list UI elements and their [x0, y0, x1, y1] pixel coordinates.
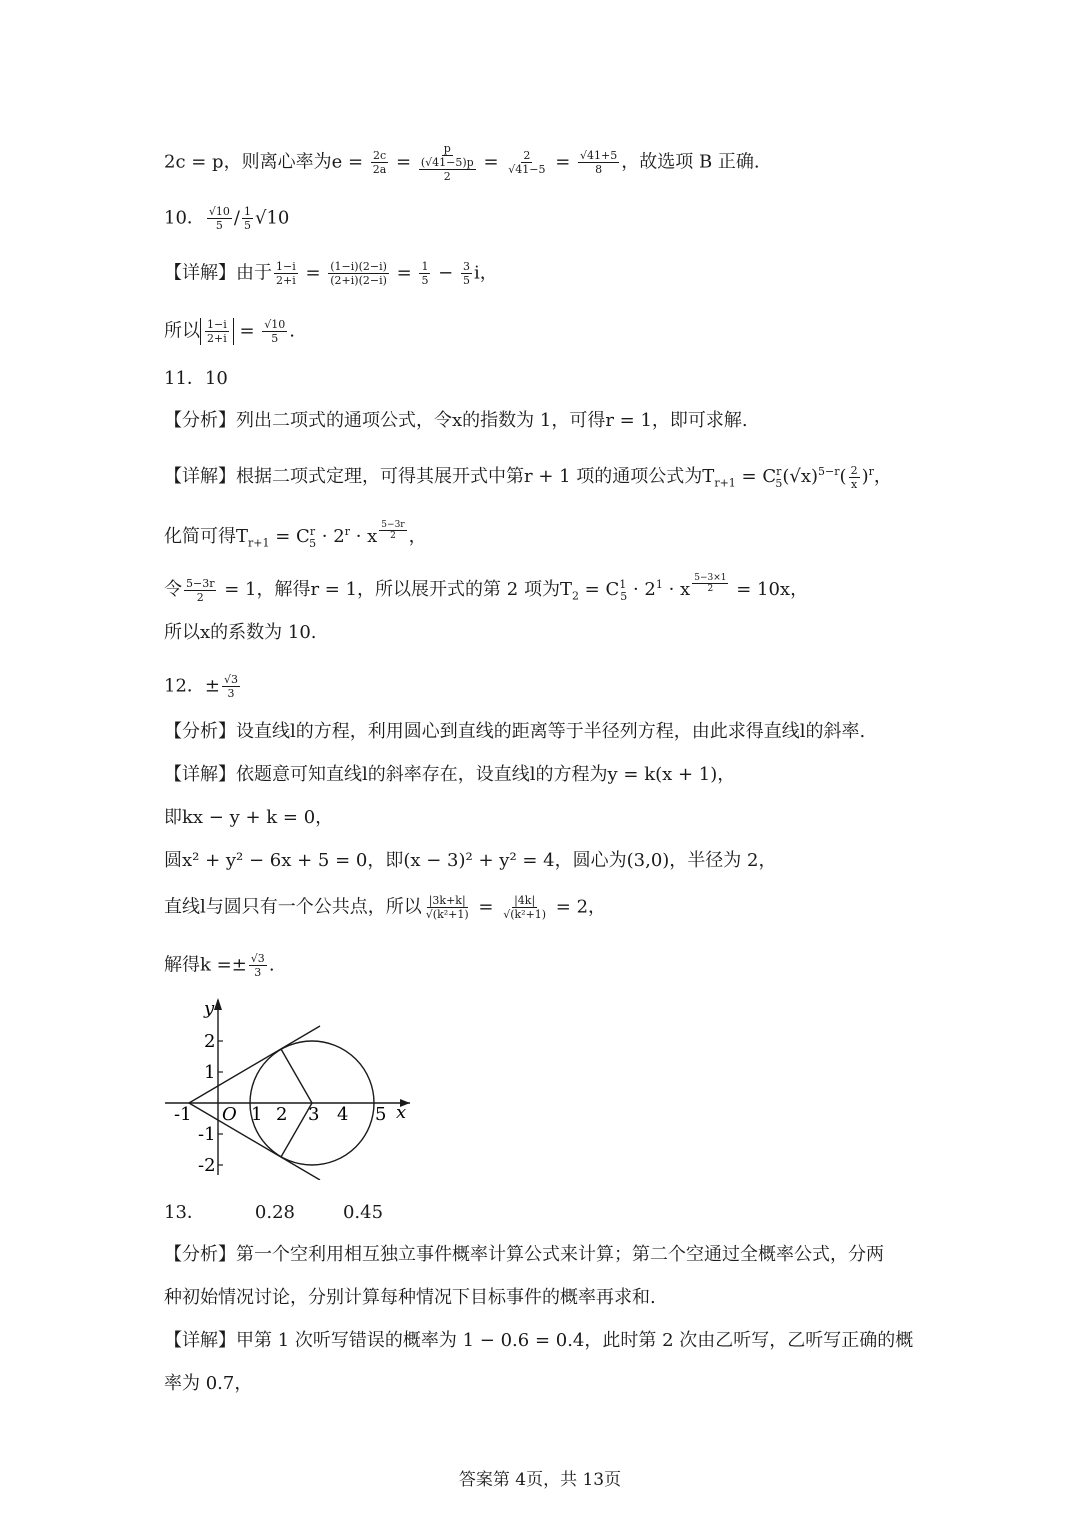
fraction: $\frac{5-3r}{2}$ — [186, 576, 215, 604]
question-11-result: 所以x的系数为 10. — [164, 622, 317, 643]
exponent-fraction: $\frac{5-3r}{2}$ — [381, 520, 405, 541]
x-tick-label: -1 — [174, 1104, 192, 1125]
x-tick-label: 1 — [251, 1104, 263, 1125]
question-13-detail-line1: 【详解】甲第 1 次听写错误的概率为 1 − 0.6 = 0.4，此时第 2 次由乙听写，乙听写正确的概 — [164, 1330, 914, 1351]
y-axis-arrow-icon — [214, 998, 222, 1010]
fraction: $\frac{|3k+k|}{\text{√(k²+1)}}$ — [425, 894, 469, 921]
question-11-detail: 【详解】根据二项式定理，可得其展开式中第r + 1 项的通项公式为$T_{r+1} = C^r_5(√x)^{5-r}$( $\frac{2}{x}$ )$^r$， — [164, 463, 892, 491]
x-tick-label: 2 — [276, 1104, 288, 1125]
circle-tangent-graph — [160, 990, 420, 1180]
question-11-analysis: 【分析】列出二项式的通项公式，令x的指数为 1，可得r = 1，即可求解. — [164, 410, 748, 431]
question-12-line-equation: 即kx − y + k = 0， — [164, 807, 334, 828]
y-axis-label: y — [204, 998, 215, 1019]
question-12-result: 解得k =± $\frac{√3}{3}$ . — [164, 952, 275, 979]
fraction: $\frac{√3}{3}$ — [250, 952, 265, 979]
fraction: $\frac{√3}{3}$ — [224, 673, 239, 700]
fraction: $\frac{1-i}{2+i}$ — [276, 260, 296, 287]
fraction: $\frac{2c}{2a}$ — [372, 149, 387, 176]
question-12-tangent: 直线l与圆只有一个公共点，所以 $\frac{|3k+k|}{\text{√(k²+1)}}$ = $\frac{|4k|}{\text{√(k²+1)}}$ = 2， — [164, 894, 607, 921]
question-10-answer: 10． $\frac{√10}{5}$ / $\frac{1}{5}$ √10 — [164, 205, 290, 232]
question-13-analysis-line2: 种初始情况讨论，分别计算每种情况下目标事件的概率再求和. — [164, 1287, 656, 1308]
fraction: $\frac{1}{5}$ — [244, 205, 251, 232]
question-11-solve: 令 $\frac{5-3r}{2}$ = 1，解得r = 1，所以展开式的第 2 项为$T_2 = C^1_5 \cdot 2^1 \cdot x$ $\frac{5-3\times 1}{2}$ = 10x， — [164, 573, 809, 604]
y-tick-label: -1 — [198, 1124, 216, 1145]
x-axis-label: x — [396, 1102, 407, 1123]
question-11-answer: 11．10 — [164, 368, 228, 389]
question-12-analysis: 【分析】设直线l的方程，利用圆心到直线的距离等于半径列方程，由此求得直线l的斜率. — [164, 721, 866, 742]
x-tick-label: 5 — [375, 1104, 387, 1125]
y-tick-label: 1 — [204, 1062, 216, 1083]
question-11-simplify: 化简可得$T_{r+1} = C^r_5 \cdot 2^r \cdot x$ $\frac{5-3r}{2}$ ， — [164, 520, 427, 550]
exponent-fraction: $\frac{5-3\times 1}{2}$ — [694, 573, 727, 594]
question-13-detail-line2: 率为 0.7， — [164, 1373, 253, 1394]
origin-label: O — [222, 1104, 237, 1125]
radius-upper — [281, 1049, 312, 1103]
fraction: $\frac{(1-i)(2-i)}{(2+i)(2-i)}$ — [330, 260, 387, 287]
fraction: $\frac{1}{5}$ — [421, 260, 429, 287]
question-13-analysis-line1: 【分析】第一个空利用相互独立事件概率计算公式来计算；第二个空通过全概率公式，分两 — [164, 1244, 884, 1265]
fraction: $\frac{3}{5}$ — [462, 260, 470, 287]
x-tick-label: 3 — [308, 1104, 320, 1125]
y-tick-label: -2 — [198, 1155, 216, 1176]
fraction: $\frac{1-i}{2+i}$ — [207, 318, 227, 345]
page-footer: 答案第 4页，共 13页 — [458, 1470, 622, 1490]
eccentricity-line: 2c = p，则离心率为e = $\frac{2c}{2a}$ = p (√41−5)p 2 = $\frac{2}{√41-5}$ = $\frac{√41+5}{8}$ ，故选项 B 正确. — [164, 142, 760, 183]
fraction: p (√41−5)p 2 — [420, 142, 474, 183]
question-10-detail: 【详解】由于 $\frac{1-i}{2+i}$ = $\frac{(1-i)(2-i)}{(2+i)(2-i)}$ = $\frac{1}{5}$ − $\frac{3}{5}$ i， — [164, 260, 498, 287]
y-tick-label: 2 — [204, 1031, 216, 1052]
absolute-value — [200, 318, 234, 345]
fraction: $\frac{√10}{5}$ — [208, 205, 230, 232]
x-tick-label: 4 — [337, 1104, 349, 1125]
fraction: $\frac{2}{√41-5}$ — [508, 149, 546, 176]
fraction: $\frac{√10}{5}$ — [264, 318, 286, 345]
question-12-detail: 【详解】依题意可知直线l的斜率存在，设直线l的方程为y = k(x + 1)， — [164, 764, 736, 785]
question-12-circle: 圆x² + y² − 6x + 5 = 0，即(x − 3)² + y² = 4，圆心为(3,0)，半径为 2， — [164, 850, 777, 871]
fraction: $\frac{|4k|}{\text{√(k²+1)}}$ — [503, 894, 547, 921]
question-13-answer: 13． 0.28 0.45 — [164, 1202, 384, 1223]
fraction: $\frac{√41+5}{8}$ — [580, 149, 618, 176]
text-lead: 2c = p，则离心率为e = — [164, 151, 369, 173]
question-10-result: 所以 $\frac{1-i}{2+i}$ = $\frac{√10}{5}$ . — [164, 318, 296, 345]
question-12-answer: 12．± $\frac{√3}{3}$ — [164, 673, 239, 700]
fraction: $\frac{2}{x}$ — [850, 463, 858, 491]
